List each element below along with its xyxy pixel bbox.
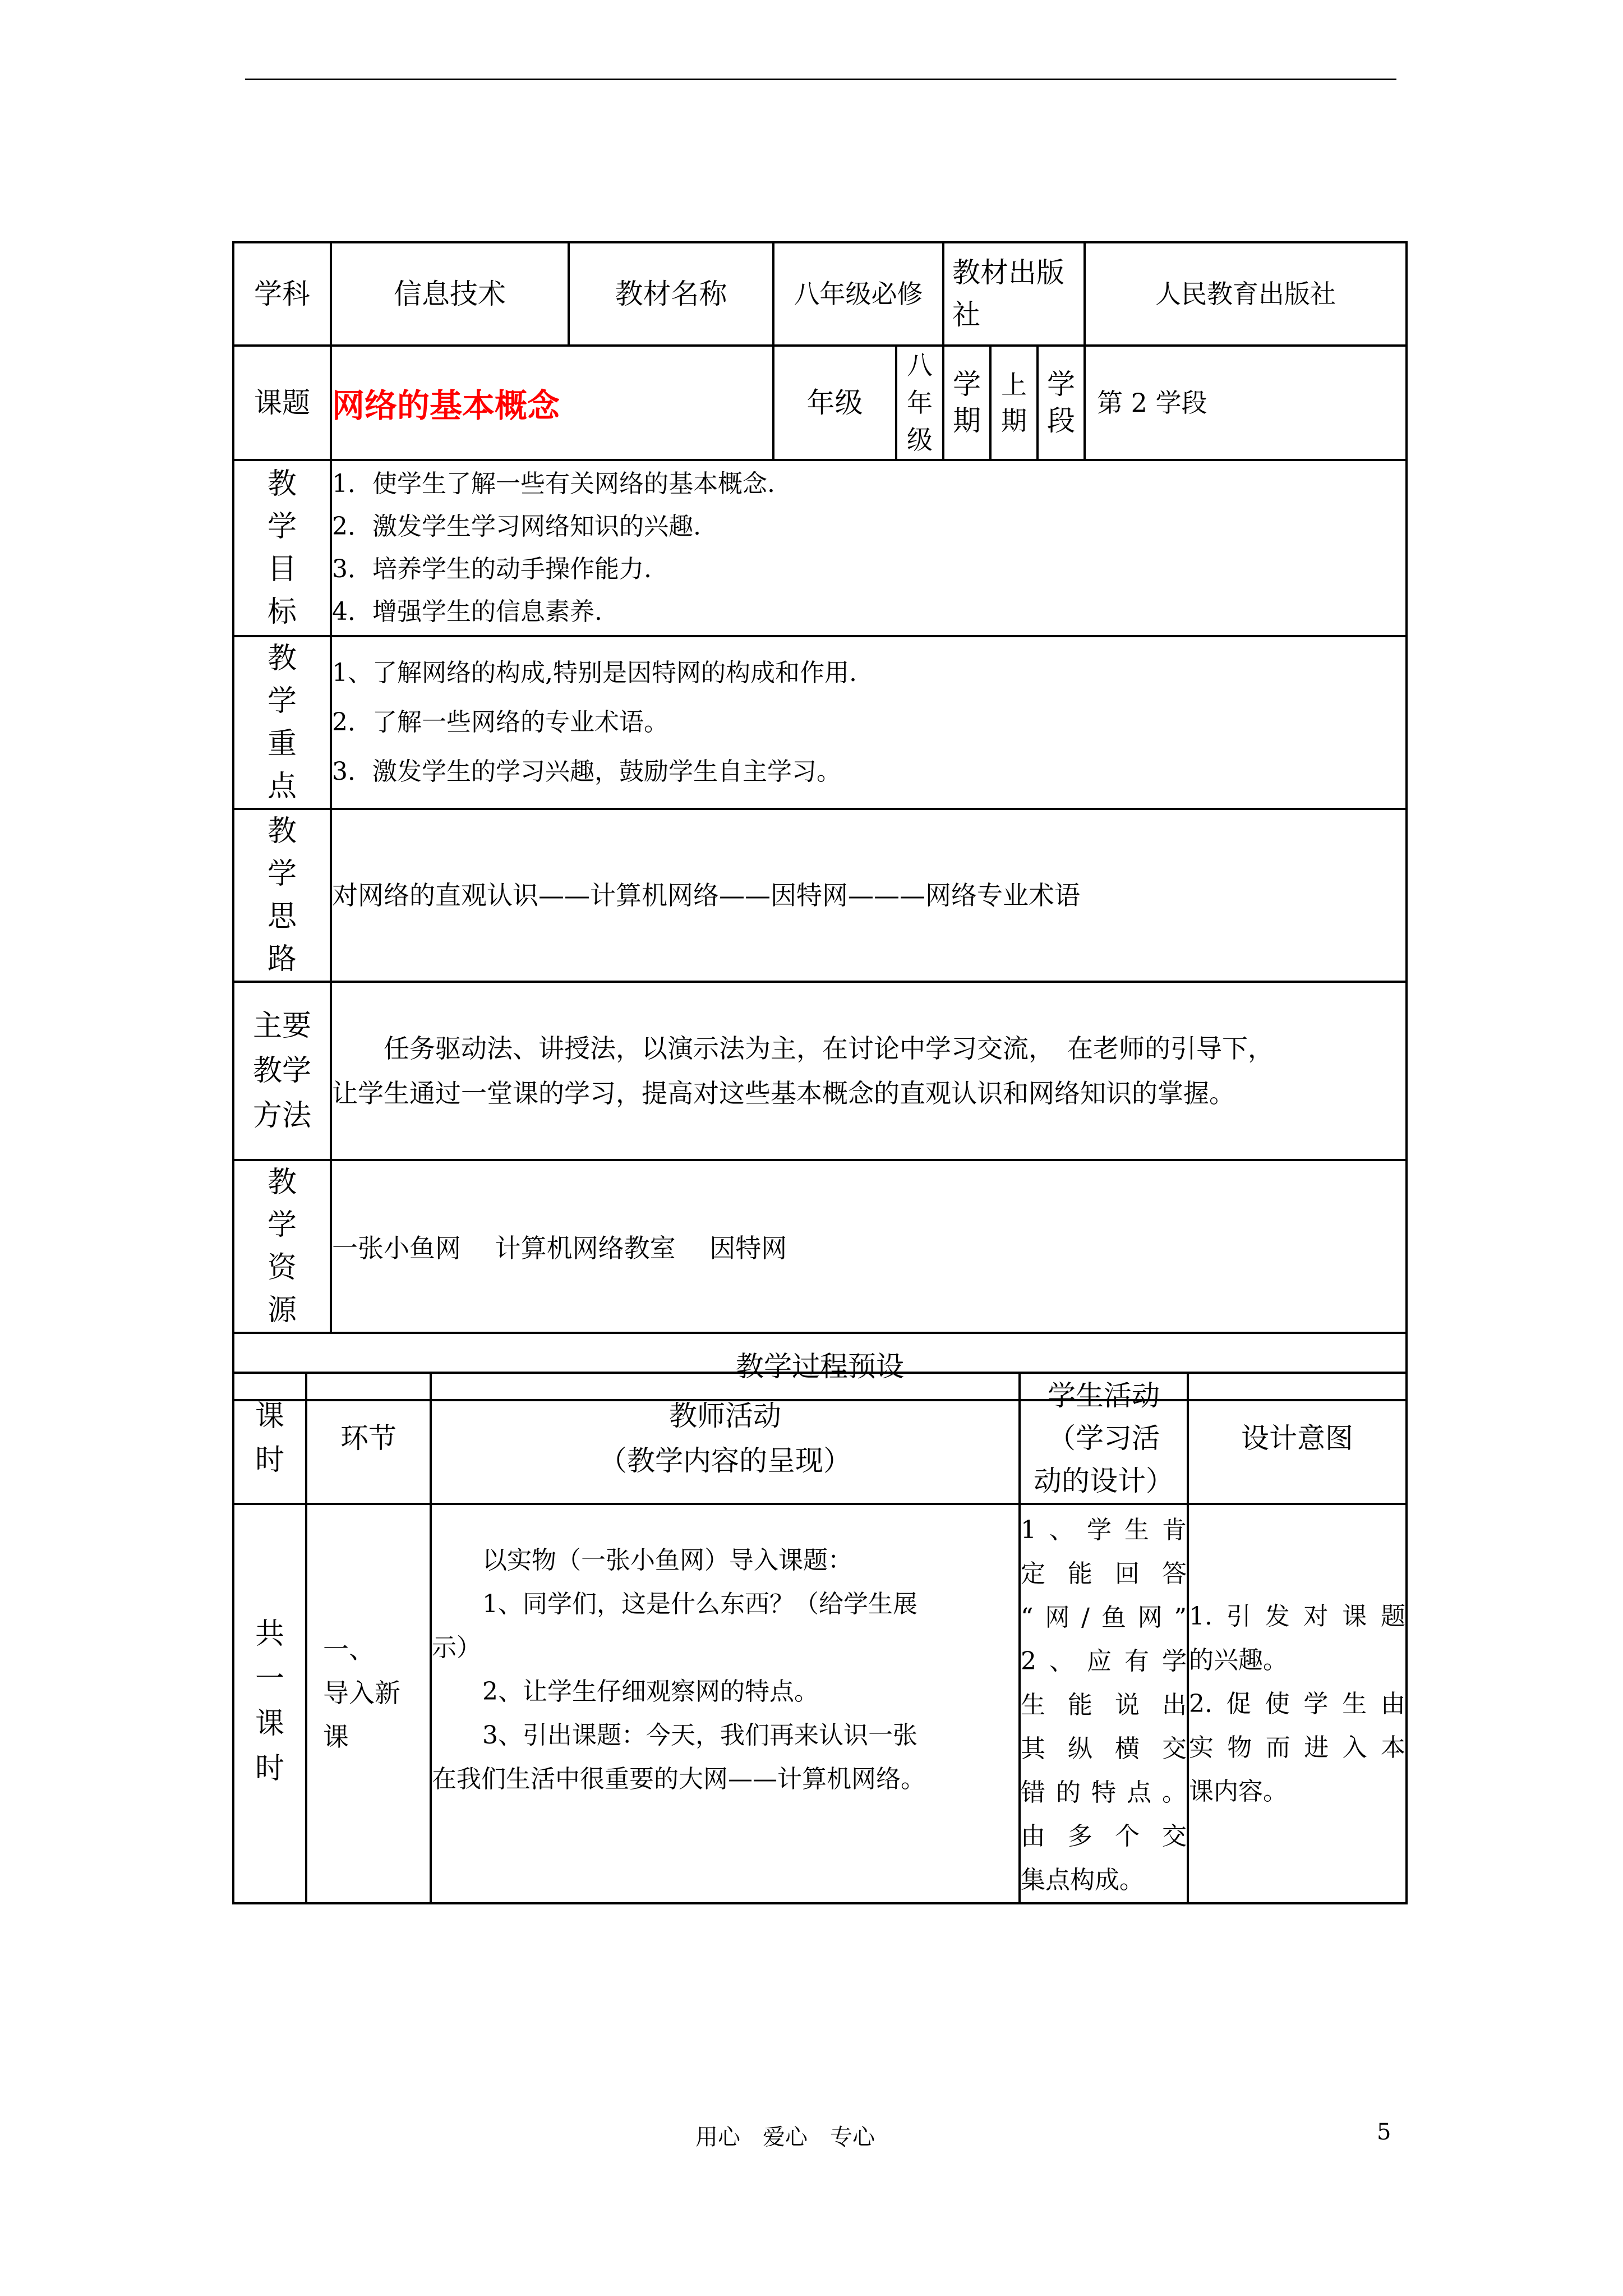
textbook-label: 教材名称 <box>569 242 773 346</box>
col-student-header: 学生活动 （学习活 动的设计） <box>1020 1373 1188 1504</box>
goal-item: 3．培养学生的动手操作能力. <box>332 555 652 584</box>
resources-label: 教 学 资 源 <box>233 1160 331 1333</box>
col-teacher-header <box>431 1373 1020 1504</box>
methods-line2: 让学生通过一堂课的学习，提高对这些基本概念的直观认识和网络知识的掌握。 <box>332 1078 1235 1109</box>
publisher-label-line2: 社 <box>952 298 980 331</box>
stage-label <box>1038 346 1085 460</box>
stage-label-line1: 学 <box>1047 368 1076 401</box>
process-title: 教学过程预设 <box>233 1333 1407 1400</box>
col-teacher-header-line2: （教学内容的呈现） <box>599 1444 851 1477</box>
stage-value: 第 2 学段 <box>1085 346 1407 460</box>
approach-text: 对网络的直观认识——计算机网络——因特网———网络专业术语 <box>331 809 1407 982</box>
grade-value-line2: 级 <box>907 425 933 455</box>
methods-line1: 任务驱动法、讲授法，以演示法为主，在讨论中学习交流， 在老师的引导下， <box>384 1033 1274 1064</box>
stage-cell: 一、 导入新 课 <box>306 1504 431 1903</box>
term-value-line1: 上 <box>1001 369 1027 400</box>
subject-label: 学科 <box>233 242 331 346</box>
grade-label: 年级 <box>773 346 896 460</box>
col-stage-header: 环节 <box>306 1373 431 1504</box>
term-label <box>943 346 990 460</box>
keypoint-item: 2．了解一些网络的专业术语。 <box>332 708 668 737</box>
topic-value: 网络的基本概念 <box>331 346 773 460</box>
publisher-label-line1: 教材出版 <box>952 256 1064 289</box>
col-teacher-header-line1: 教师活动 <box>669 1400 781 1432</box>
hours-cell: 共 一 课 时 <box>233 1504 306 1903</box>
term-value <box>990 346 1038 460</box>
col-intent-header: 设计意图 <box>1188 1373 1407 1504</box>
goals-list <box>331 460 1407 636</box>
term-value-line2: 期 <box>1001 406 1027 436</box>
goal-item: 2．激发学生学习网络知识的兴趣. <box>332 512 701 541</box>
col-hours-header: 课 时 <box>233 1373 306 1504</box>
approach-label: 教 学 思 路 <box>233 809 331 982</box>
publisher-label <box>943 242 1085 346</box>
grade-value-line1: 八年 <box>907 350 933 418</box>
textbook-value: 八年级必修 <box>773 242 943 346</box>
teacher-activity-cell: 以实物（一张小鱼网）导入课题： 1、同学们，这是什么东西？（给学生展 示） 2、让学生仔细观察网的特点。 3、引出课题：今天，我们再来认识一张 在我们生活中很重要的大网——计算机网络。 <box>431 1504 1020 1903</box>
design-intent-cell: 1.引发对课题 的兴趣。 2.促使学生由 实物而进入本 课内容。 <box>1188 1504 1407 1903</box>
keypoints-list <box>331 636 1407 809</box>
subject-value: 信息技术 <box>331 242 569 346</box>
lesson-plan-table <box>232 241 1408 1401</box>
student-activity-cell: 1、学生肯 定能回答 “网/鱼网” 2、应有学 生能说出 其纵横交 错的特点。 由多个交 集点构成。 <box>1020 1504 1188 1903</box>
keypoint-item: 3．激发学生的学习兴趣，鼓励学生自主学习。 <box>332 757 841 786</box>
term-label-line2: 期 <box>953 404 981 438</box>
goals-label: 教 学 目 标 <box>233 460 331 636</box>
term-label-line1: 学 <box>953 368 981 401</box>
page-number: 5 <box>1377 2119 1391 2145</box>
topic-label: 课题 <box>233 346 331 460</box>
publisher-value: 人民教育出版社 <box>1085 242 1407 346</box>
process-table <box>232 1372 1408 1904</box>
keypoint-item: 1、了解网络的构成,特别是因特网的构成和作用. <box>332 659 857 688</box>
goal-item: 1．使学生了解一些有关网络的基本概念. <box>332 470 775 499</box>
methods-text <box>331 982 1407 1160</box>
resources-text: 一张小鱼网 计算机网络教室 因特网 <box>331 1160 1407 1333</box>
grade-value <box>896 346 943 460</box>
methods-label: 主要 教学 方法 <box>233 982 331 1160</box>
goal-item: 4．增强学生的信息素养. <box>332 597 602 627</box>
header-rule <box>245 79 1396 80</box>
footer-motto: 用心 爱心 专心 <box>695 2124 875 2150</box>
keypoints-label: 教 学 重 点 <box>233 636 331 809</box>
stage-label-line2: 段 <box>1047 404 1076 438</box>
